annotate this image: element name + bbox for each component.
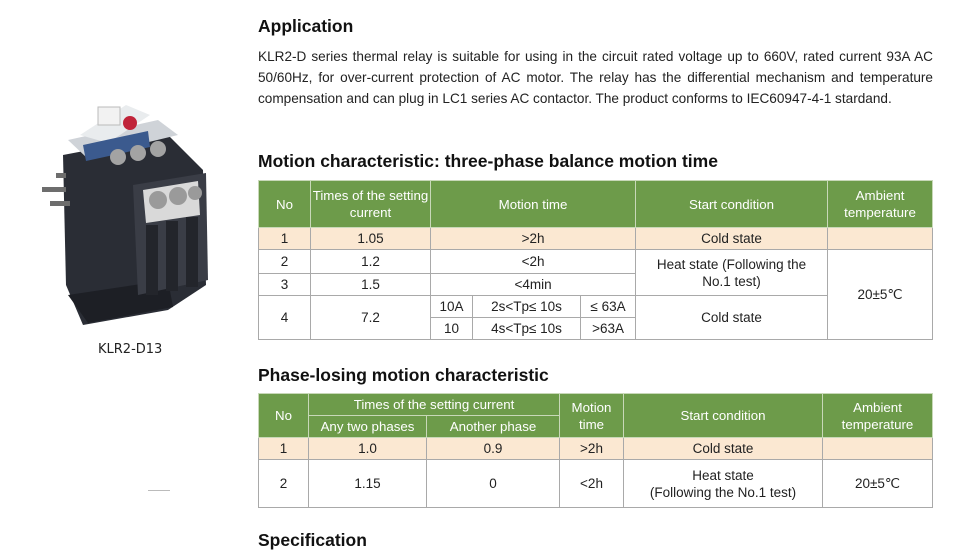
application-text: KLR2-D series thermal relay is suitable for using in the circuit rated voltage up to 660V, rated current 93A AC 50/60Hz, for over-current protection of AC motor. The relay has the differential mechanism and temperature compensation and can plug in LC1 series AC contactor. The product conforms to IEC60947-4-1 stardand. [258,49,933,106]
col-motion-time: Motion time [560,394,624,438]
cell-no: 4 [259,296,311,340]
cell-no: 2 [259,460,309,508]
cell-tp-range: 2s<Tp≤ 10s [473,296,581,318]
application-heading: Application [258,16,354,36]
cell-ambient-empty [823,438,933,460]
specification-heading: Specification [258,530,367,550]
product-image [38,95,228,335]
cell-limit: >63A [581,318,636,340]
col-ambient: Ambient temperature [823,394,933,438]
cell-start-heat [636,250,828,296]
table-header-row [259,181,933,228]
cell-any-two: 1.15 [309,460,427,508]
table-row [259,460,933,508]
cell-motion-time: <4min [431,274,636,296]
cell-times: 1.2 [311,250,431,274]
cell-no: 3 [259,274,311,296]
motion-table [258,180,933,340]
col-no: No [259,394,309,438]
heat-state-line2: (Following the No.1 test) [649,484,797,500]
table-row [259,250,933,274]
cell-motion-time: <2h [431,250,636,274]
col-times: Times of the setting current [309,394,560,416]
cell-ambient: 20±5℃ [828,250,933,340]
col-no: No [259,181,311,228]
cell-ambient: 20±5℃ [823,460,933,508]
cell-start: Cold state [636,296,828,340]
phase-table [258,393,933,508]
col-start-condition: Start condition [624,394,823,438]
cell-current: 10A [431,296,473,318]
thermal-relay-icon [38,95,228,335]
heat-state-line1: Heat state [692,467,754,483]
table-row [259,228,933,250]
product-caption: KLR2-D13 [98,342,163,357]
col-times: Times of the setting current [311,181,431,228]
cell-times: 1.5 [311,274,431,296]
cell-current: 10 [431,318,473,340]
cell-motion-time: >2h [431,228,636,250]
cell-times: 7.2 [311,296,431,340]
cell-start-heat [624,460,823,508]
cell-no: 1 [259,228,311,250]
col-another-phase: Another phase [427,416,560,438]
col-ambient: Ambient temperature [828,181,933,228]
cell-limit: ≤ 63A [581,296,636,318]
cell-no: 2 [259,250,311,274]
cell-tp-range: 4s<Tp≤ 10s [473,318,581,340]
cell-another: 0.9 [427,438,560,460]
cell-any-two: 1.0 [309,438,427,460]
col-any-two-phases: Any two phases [309,416,427,438]
cell-motion-time: >2h [560,438,624,460]
cell-ambient-empty [828,228,933,250]
phase-heading: Phase-losing motion characteristic [258,365,549,385]
table-header-row [259,394,933,416]
cell-no: 1 [259,438,309,460]
cell-start: Cold state [624,438,823,460]
cell-start: Cold state [636,228,828,250]
cell-times: 1.05 [311,228,431,250]
divider-mark [148,490,170,491]
heat-state-text: Heat state (Following the No.1 test) [656,256,807,289]
table-row [259,438,933,460]
col-start-condition: Start condition [636,181,828,228]
cell-another: 0 [427,460,560,508]
col-motion-time: Motion time [431,181,636,228]
cell-motion-time: <2h [560,460,624,508]
motion-heading: Motion characteristic: three-phase balance motion time [258,151,718,171]
